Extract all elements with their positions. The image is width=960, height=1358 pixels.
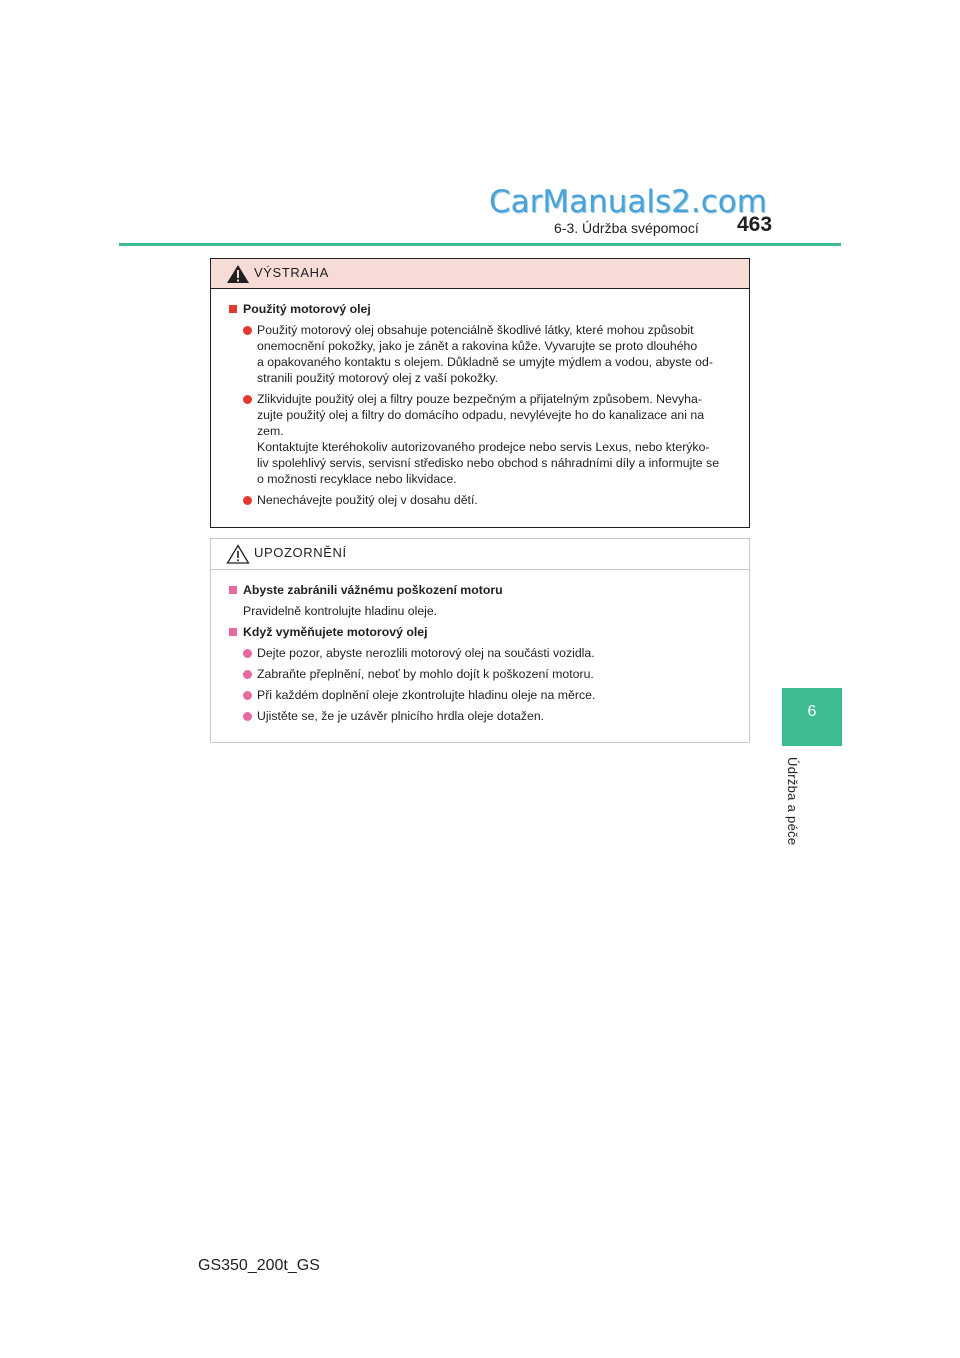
footer-model: GS350_200t_GS [198,1257,320,1274]
caution-heading-2 [229,624,743,640]
caution-bullet-text: Dejte pozor, abyste nerozlili motorový olej na součásti vozidla. [257,646,595,660]
section-title: 6-3. Údržba svépomocí [554,220,699,236]
text-line: stranili použitý motorový olej z vaší pokožky. [257,371,499,385]
caution-bullet-text: Při každém doplnění oleje zkontrolujte hladinu oleje na měrce. [257,688,596,702]
warning-title: VÝSTRAHA [254,265,329,280]
text-line: zujte použitý olej a filtry do domácího odpadu, nevylévejte ho do kanalizace ani na [257,408,705,422]
bullet-dot-icon [243,712,252,721]
bullet-dot-icon [243,326,252,335]
caution-bullet-1 [243,645,743,661]
text-line: Použitý motorový olej obsahuje potenciálně škodlivé látky, které mohou způsobit [257,323,694,337]
caution-header [211,539,749,570]
caution-bullet-3 [243,687,743,703]
caution-bullet-4 [243,708,743,724]
caution-heading-1-text: Abyste zabránili vážnému poškození motoru [243,583,503,597]
warning-header [211,259,749,289]
caution-box [210,538,750,743]
text-line: o možnosti recyklace nebo likvidace. [257,472,457,486]
bullet-dot-icon [243,670,252,679]
square-bullet-icon [229,586,237,594]
caution-bullet-text: Ujistěte se, že je uzávěr plnicího hrdla oleje dotažen. [257,709,545,723]
bullet-dot-icon [243,691,252,700]
text-line: Zlikvidujte použitý olej a filtry pouze bezpečným a přijatelným způsobem. Nevyha- [257,392,702,406]
warning-bullet-1 [243,322,743,386]
text-line: onemocnění pokožky, jako je zánět a rakovina kůže. Vyvarujte se proto dlouhého [257,339,698,353]
bullet-dot-icon [243,649,252,658]
text-line: a opakovaného kontaktu s olejem. Důkladně se umyjte mýdlem a vodou, abyste od- [257,355,713,369]
warning-bullet-2 [243,391,743,487]
caution-bullet-text: Zabraňte přeplnění, neboť by mohlo dojít k poškození motoru. [257,667,594,681]
square-bullet-icon [229,628,237,636]
text-line: liv spolehlivý servis, servisní středisko nebo obchod s náhradními díly a informujte se [257,456,720,470]
chapter-tab-label: Údržba a péče [785,757,800,846]
caution-text-1: Pravidelně kontrolujte hladinu oleje. [243,604,438,618]
bullet-dot-icon [243,496,252,505]
text-line: Kontaktujte kteréhokoliv autorizovaného prodejce nebo servis Lexus, nebo kterýko- [257,440,710,454]
warning-content [211,289,749,508]
warning-bullet-3 [243,492,743,508]
chapter-tab-number: 6 [807,703,817,720]
caution-heading-2-text: Když vyměňujete motorový olej [243,625,428,639]
bullet-dot-icon [243,395,252,404]
header-rule [119,243,841,246]
text-line: zem. [257,424,284,438]
warning-heading [229,301,743,317]
page-number: 463 [737,213,773,236]
caution-heading-1 [229,582,743,598]
caution-triangle-icon [226,544,250,564]
warning-triangle-icon [226,264,250,284]
warning-heading-text: Použitý motorový olej [243,302,371,316]
warning-box [210,258,750,528]
text-line: Nenechávejte použitý olej v dosahu dětí. [257,493,478,507]
caution-bullet-2 [243,666,743,682]
caution-title: UPOZORNĚNÍ [254,545,347,560]
watermark-logo: CarManuals2.com [489,184,767,220]
square-bullet-icon [229,305,237,313]
caution-content [211,570,749,724]
